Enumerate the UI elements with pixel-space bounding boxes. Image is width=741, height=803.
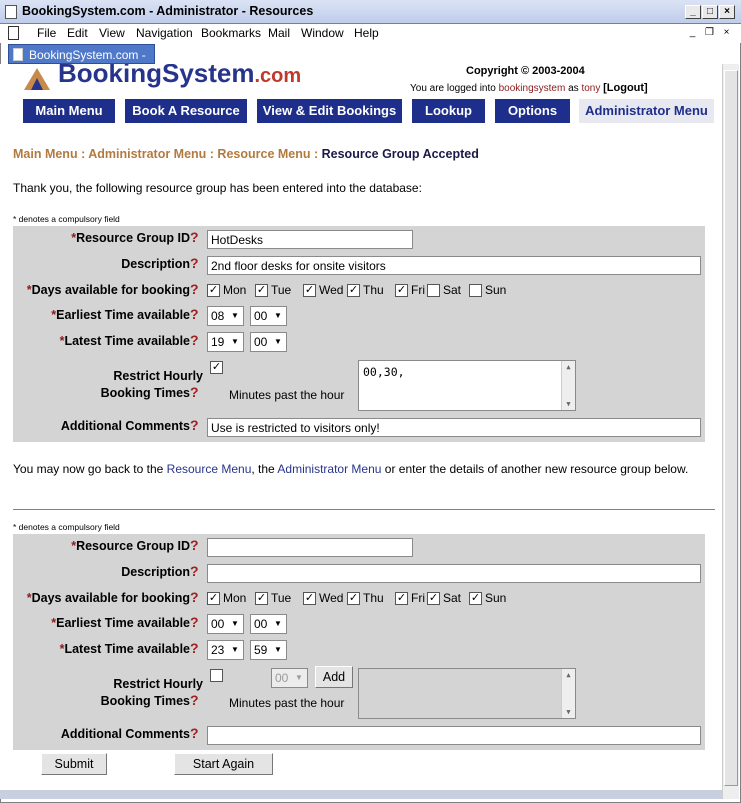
window-title: BookingSystem.com - Administrator - Resources [22, 4, 314, 18]
new-day-label-tue: Tue [271, 591, 292, 605]
login-prefix: You are logged into [410, 83, 496, 94]
menu-window[interactable]: Window [301, 26, 344, 40]
checkmark-icon: ✓ [348, 592, 359, 604]
page-icon [13, 48, 23, 61]
restrict-checkbox[interactable] [210, 361, 223, 374]
close-icon[interactable]: × [719, 5, 735, 19]
document-tab-label: BookingSystem.com - [29, 48, 146, 62]
new-day-checkbox-thu[interactable] [347, 592, 360, 605]
followup-text: or enter the details of another new resource group below. [381, 462, 689, 476]
group-id-input[interactable]: HotDesks [207, 230, 413, 249]
new-minutes-textarea[interactable] [358, 668, 576, 719]
asterisk: * [26, 283, 32, 297]
latest-label [13, 642, 190, 656]
latest-hour-select[interactable] [207, 332, 244, 352]
doc-restore-icon[interactable]: ❐ [705, 27, 714, 38]
accepted-day-label-tue: Tue [271, 283, 292, 297]
minute-select[interactable] [271, 668, 308, 688]
help-icon[interactable]: ? [190, 255, 199, 271]
group-id-label [13, 539, 190, 553]
days-label-text: Days available for booking [31, 591, 190, 605]
brand-name: BookingSystem [58, 64, 255, 88]
site-logo[interactable] [22, 64, 342, 94]
new-earliest-hour-select[interactable] [207, 614, 244, 634]
restrict-label [13, 676, 203, 710]
help-icon[interactable]: ? [190, 563, 199, 579]
brand-suffix: .com [254, 65, 302, 87]
breadcrumb-main-menu[interactable]: Main Menu [13, 147, 78, 161]
breadcrumb [13, 147, 479, 161]
divider [13, 509, 715, 510]
accepted-day-checkbox-thu[interactable] [347, 284, 360, 297]
scrollbar-thumb[interactable] [724, 70, 738, 786]
breadcrumb-sep: : [77, 147, 89, 161]
help-icon[interactable]: ? [190, 589, 199, 605]
new-earliest-minute-select[interactable] [250, 614, 287, 634]
new-day-checkbox-wed[interactable] [303, 592, 316, 605]
checkmark-icon: ✓ [470, 592, 481, 604]
description-input[interactable]: 2nd floor desks for onsite visitors [207, 256, 701, 275]
new-day-checkbox-sat[interactable] [427, 592, 440, 605]
earliest-label [13, 308, 190, 322]
logout-link[interactable]: [Logout] [603, 82, 648, 94]
followup-text: You may now go back to the [13, 462, 167, 476]
latest-label-text: Latest Time available [64, 334, 190, 348]
compulsory-note: * denotes a compulsory field [13, 522, 120, 532]
login-status [410, 82, 648, 94]
accepted-day-checkbox-fri[interactable] [395, 284, 408, 297]
new-day-label-thu: Thu [363, 591, 384, 605]
maximize-icon[interactable]: □ [702, 5, 718, 19]
accepted-day-label-mon: Mon [223, 283, 247, 297]
menu-help[interactable]: Help [354, 26, 379, 40]
days-label [13, 591, 190, 605]
nav-view-edit-bookings[interactable]: View & Edit Bookings [257, 99, 402, 123]
comments-label: Additional Comments [60, 419, 190, 433]
breadcrumb-admin-menu[interactable]: Administrator Menu [88, 147, 207, 161]
help-icon[interactable]: ? [190, 229, 199, 245]
minutes-textarea[interactable] [358, 360, 576, 411]
accepted-day-checkbox-wed[interactable] [303, 284, 316, 297]
earliest-hour-select[interactable] [207, 306, 244, 326]
accepted-day-checkbox-mon[interactable] [207, 284, 220, 297]
chevron-down-icon: ▼ [274, 337, 282, 346]
earliest-label [13, 616, 190, 630]
description-label: Description [121, 257, 190, 271]
breadcrumb-sep: : [206, 147, 218, 161]
new-description-input[interactable] [207, 564, 701, 583]
start-again-button[interactable]: Start Again [174, 753, 273, 775]
menu-bar [0, 24, 741, 43]
help-icon[interactable]: ? [190, 281, 199, 297]
help-icon[interactable]: ? [190, 640, 199, 656]
description-label: Description [121, 565, 190, 579]
chevron-down-icon: ▼ [274, 619, 282, 628]
chevron-down-icon: ▼ [231, 645, 239, 654]
asterisk: * [59, 642, 65, 656]
help-icon[interactable]: ? [190, 332, 199, 348]
nav-options[interactable]: Options [495, 99, 570, 123]
group-id-label-text: Resource Group ID [76, 231, 190, 245]
menu-mail[interactable]: Mail [268, 26, 291, 40]
breadcrumb-resource-menu[interactable]: Resource Menu [217, 147, 311, 161]
new-day-checkbox-sun[interactable] [469, 592, 482, 605]
login-as: as [568, 83, 579, 94]
earliest-minute-select[interactable] [250, 306, 287, 326]
copyright: Copyright © 2003-2004 [466, 65, 585, 77]
minimize-icon[interactable]: _ [685, 5, 701, 19]
checkmark-icon: ✓ [256, 284, 267, 296]
checkmark-icon: ✓ [304, 592, 315, 604]
nav-administrator-menu[interactable]: Administrator Menu [579, 99, 714, 123]
chevron-down-icon: ▼ [231, 619, 239, 628]
days-label-text: Days available for booking [31, 283, 190, 297]
accepted-day-label-wed: Wed [319, 283, 344, 297]
scroll-down-icon[interactable]: ▼ [566, 400, 571, 408]
accepted-day-label-sun: Sun [485, 283, 507, 297]
doc-close-icon[interactable]: × [723, 27, 730, 38]
textarea-scrollbar[interactable] [561, 361, 575, 410]
menu-view[interactable]: View [99, 26, 125, 40]
login-site: bookingsystem [498, 83, 566, 94]
help-icon[interactable]: ? [190, 692, 199, 708]
restrict-label-line2: Booking Times [100, 694, 190, 708]
earliest-minute-value: 00 [254, 309, 268, 323]
followup-paragraph [13, 461, 713, 477]
menu-file[interactable]: File [37, 26, 57, 40]
asterisk: * [26, 591, 32, 605]
checkmark-icon: ✓ [211, 361, 222, 373]
latest-hour-value: 19 [211, 335, 225, 349]
checkmark-icon: ✓ [304, 284, 315, 296]
chevron-down-icon: ▼ [231, 337, 239, 346]
minutes-label: Minutes past the hour [229, 696, 345, 710]
accepted-day-label-sat: Sat [443, 283, 462, 297]
earliest-minute-value: 00 [254, 617, 268, 631]
new-restrict-checkbox[interactable] [210, 669, 223, 682]
new-latest-hour-select[interactable] [207, 640, 244, 660]
help-icon[interactable]: ? [190, 614, 199, 630]
latest-minute-value: 59 [254, 643, 268, 657]
new-day-checkbox-mon[interactable] [207, 592, 220, 605]
checkmark-icon: ✓ [428, 592, 439, 604]
document-icon [8, 26, 19, 40]
menu-bookmarks[interactable]: Bookmarks [201, 26, 262, 40]
restrict-label [13, 368, 203, 402]
accepted-day-checkbox-sat[interactable] [427, 284, 440, 297]
followup-text: , the [251, 462, 278, 476]
page-content [0, 64, 722, 799]
minutes-value: 00,30, [363, 365, 405, 379]
accepted-day-checkbox-sun[interactable] [469, 284, 482, 297]
scroll-up-icon[interactable]: ▲ [566, 363, 571, 371]
checkmark-icon: ✓ [256, 592, 267, 604]
confirmation-message: Thank you, the following resource group has been entered into the database: [13, 181, 422, 195]
resource-menu-link[interactable]: Resource Menu [166, 462, 252, 476]
nav-book-resource[interactable]: Book A Resource [125, 99, 247, 123]
group-id-label [13, 231, 190, 245]
asterisk: * [71, 231, 77, 245]
new-day-label-sat: Sat [443, 591, 462, 605]
nav-main-menu[interactable]: Main Menu [23, 99, 115, 123]
checkmark-icon: ✓ [348, 284, 359, 296]
minutes-label: Minutes past the hour [229, 388, 345, 402]
accepted-group-form [13, 226, 705, 442]
new-day-label-sun: Sun [485, 591, 507, 605]
vertical-scrollbar[interactable] [722, 64, 739, 799]
checkmark-icon: ✓ [208, 284, 219, 296]
app-icon [5, 5, 17, 19]
doc-minimize-icon[interactable]: _ [689, 27, 696, 38]
logo-mark-icon [22, 66, 52, 92]
logo-text [58, 64, 301, 89]
chevron-down-icon: ▼ [295, 673, 303, 682]
comments-label: Additional Comments [60, 727, 190, 741]
latest-label [13, 334, 190, 348]
earliest-hour-value: 08 [211, 309, 225, 323]
new-day-label-fri: Fri [411, 591, 425, 605]
scroll-down-icon[interactable]: ▼ [566, 708, 571, 716]
days-label [13, 283, 190, 297]
menu-navigation[interactable]: Navigation [136, 26, 193, 40]
restrict-label-line2: Booking Times [100, 386, 190, 400]
menu-edit[interactable]: Edit [67, 26, 88, 40]
new-latest-minute-select[interactable] [250, 640, 287, 660]
help-icon[interactable]: ? [190, 384, 199, 400]
scroll-up-icon[interactable]: ▲ [566, 671, 571, 679]
asterisk: * [59, 334, 65, 348]
textarea-scrollbar[interactable] [561, 669, 575, 718]
chevron-down-icon: ▼ [274, 645, 282, 654]
help-icon[interactable]: ? [190, 537, 199, 553]
asterisk: * [51, 616, 57, 630]
submit-button[interactable]: Submit [41, 753, 107, 775]
earliest-label-text: Earliest Time available [56, 616, 190, 630]
new-comments-input[interactable] [207, 726, 701, 745]
login-user: tony [581, 83, 601, 94]
new-group-form [13, 534, 705, 750]
document-tab[interactable] [8, 44, 155, 64]
footer-strip [0, 790, 722, 799]
latest-label-text: Latest Time available [64, 642, 190, 656]
breadcrumb-sep: : [310, 147, 322, 161]
add-minute-button[interactable]: Add [315, 666, 353, 688]
asterisk: * [51, 308, 57, 322]
earliest-hour-value: 00 [211, 617, 225, 631]
latest-minute-select[interactable] [250, 332, 287, 352]
latest-minute-value: 00 [254, 335, 268, 349]
new-group-id-input[interactable] [207, 538, 413, 557]
earliest-label-text: Earliest Time available [56, 308, 190, 322]
latest-hour-value: 23 [211, 643, 225, 657]
new-day-label-wed: Wed [319, 591, 344, 605]
checkmark-icon: ✓ [208, 592, 219, 604]
new-day-checkbox-tue[interactable] [255, 592, 268, 605]
accepted-day-checkbox-tue[interactable] [255, 284, 268, 297]
checkmark-icon: ✓ [396, 592, 407, 604]
group-id-label-text: Resource Group ID [76, 539, 190, 553]
help-icon[interactable]: ? [190, 306, 199, 322]
new-day-checkbox-fri[interactable] [395, 592, 408, 605]
comments-input[interactable]: Use is restricted to visitors only! [207, 418, 701, 437]
administrator-menu-link[interactable]: Administrator Menu [277, 462, 382, 476]
accepted-day-label-fri: Fri [411, 283, 425, 297]
new-day-label-mon: Mon [223, 591, 247, 605]
checkmark-icon: ✓ [396, 284, 407, 296]
accepted-day-label-thu: Thu [363, 283, 384, 297]
chevron-down-icon: ▼ [231, 311, 239, 320]
restrict-label-line1: Restrict Hourly [113, 369, 203, 383]
chevron-down-icon: ▼ [274, 311, 282, 320]
minute-select-value: 00 [275, 671, 289, 685]
help-icon[interactable]: ? [190, 725, 199, 741]
breadcrumb-current: Resource Group Accepted [321, 147, 479, 161]
nav-lookup[interactable]: Lookup [412, 99, 485, 123]
help-icon[interactable]: ? [190, 417, 199, 433]
title-bar [0, 0, 741, 24]
asterisk: * [71, 539, 77, 553]
compulsory-note: * denotes a compulsory field [13, 214, 120, 224]
restrict-label-line1: Restrict Hourly [113, 677, 203, 691]
